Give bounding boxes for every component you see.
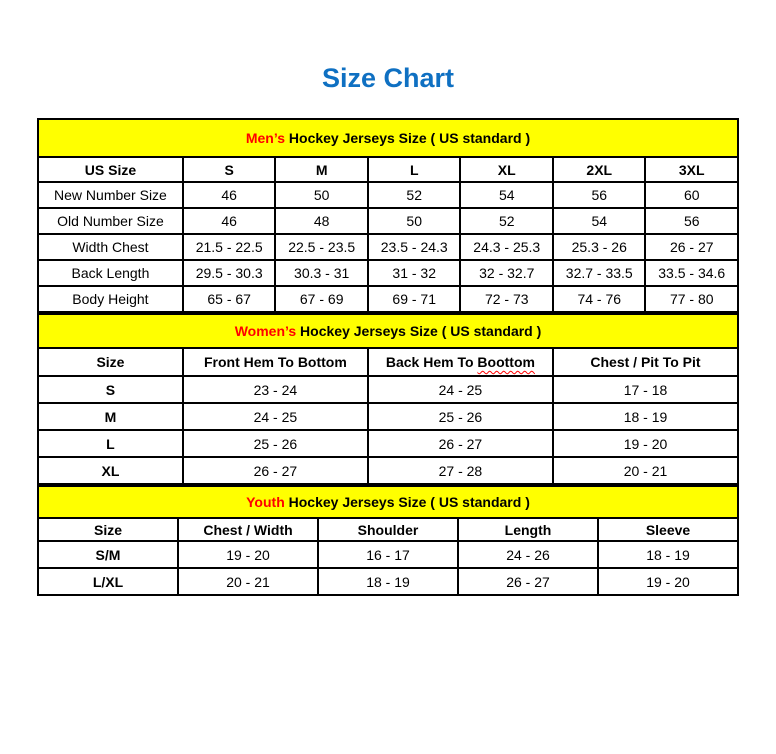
value-cell: 23.5 - 24.3	[368, 234, 461, 260]
banner-highlight-word: Youth	[246, 494, 285, 510]
table-row	[38, 568, 738, 595]
value-cell: 60	[645, 182, 738, 208]
value-cell: 25 - 26	[183, 430, 368, 457]
size-tables	[37, 118, 739, 596]
column-header: Back Hem To Boottom	[368, 348, 553, 376]
column-header: Chest / Pit To Pit	[553, 348, 738, 376]
value-cell: 25.3 - 26	[553, 234, 645, 260]
value-cell: 24 - 25	[368, 376, 553, 403]
row-label: XL	[38, 457, 183, 484]
mens-section-banner	[38, 119, 738, 157]
value-cell: 25 - 26	[368, 403, 553, 430]
value-cell: 29.5 - 30.3	[183, 260, 276, 286]
column-header: Chest / Width	[178, 518, 318, 541]
row-label: S	[38, 376, 183, 403]
value-cell: 52	[460, 208, 553, 234]
column-header: Shoulder	[318, 518, 458, 541]
value-cell: 23 - 24	[183, 376, 368, 403]
value-cell: 65 - 67	[183, 286, 276, 312]
row-label: L	[38, 430, 183, 457]
table-row	[38, 260, 738, 286]
value-cell: 50	[368, 208, 461, 234]
value-cell: 27 - 28	[368, 457, 553, 484]
value-cell: 17 - 18	[553, 376, 738, 403]
youth-banner-row	[38, 486, 738, 518]
value-cell: 20 - 21	[178, 568, 318, 595]
mens-banner-row	[38, 119, 738, 157]
table-row	[38, 208, 738, 234]
row-label: Body Height	[38, 286, 183, 312]
column-header: XL	[460, 157, 553, 182]
value-cell: 46	[183, 182, 276, 208]
banner-rest-text: Hockey Jerseys Size ( US standard )	[284, 494, 530, 510]
value-cell: 77 - 80	[645, 286, 738, 312]
value-cell: 32.7 - 33.5	[553, 260, 645, 286]
column-header: Sleeve	[598, 518, 738, 541]
value-cell: 46	[183, 208, 276, 234]
value-cell: 33.5 - 34.6	[645, 260, 738, 286]
mens-size-table	[37, 118, 739, 313]
value-cell: 19 - 20	[553, 430, 738, 457]
value-cell: 69 - 71	[368, 286, 461, 312]
value-cell: 31 - 32	[368, 260, 461, 286]
value-cell: 56	[645, 208, 738, 234]
value-cell: 48	[275, 208, 368, 234]
value-cell: 24 - 25	[183, 403, 368, 430]
mens-header-row	[38, 157, 738, 182]
column-header: Length	[458, 518, 598, 541]
banner-rest-text: Hockey Jerseys Size ( US standard )	[296, 323, 542, 339]
value-cell: 72 - 73	[460, 286, 553, 312]
row-label: L/XL	[38, 568, 178, 595]
womens-header-row	[38, 348, 738, 376]
youth-size-table	[37, 485, 739, 596]
value-cell: 16 - 17	[318, 541, 458, 568]
column-header: L	[368, 157, 461, 182]
value-cell: 26 - 27	[183, 457, 368, 484]
misspelled-word: Boottom	[477, 354, 535, 370]
column-header: M	[275, 157, 368, 182]
value-cell: 54	[553, 208, 645, 234]
value-cell: 18 - 19	[553, 403, 738, 430]
value-cell: 52	[368, 182, 461, 208]
banner-highlight-word: Men’s	[245, 130, 286, 146]
banner-rest-text: Hockey Jerseys Size ( US standard )	[285, 130, 531, 146]
value-cell: 30.3 - 31	[275, 260, 368, 286]
table-row	[38, 286, 738, 312]
column-header: Size	[38, 348, 183, 376]
womens-size-table	[37, 313, 739, 485]
value-cell: 74 - 76	[553, 286, 645, 312]
column-header: Size	[38, 518, 178, 541]
value-cell: 50	[275, 182, 368, 208]
row-label: Old Number Size	[38, 208, 183, 234]
column-header: 3XL	[645, 157, 738, 182]
table-row	[38, 541, 738, 568]
value-cell: 21.5 - 22.5	[183, 234, 276, 260]
womens-section-banner	[38, 314, 738, 348]
value-cell: 19 - 20	[178, 541, 318, 568]
table-row	[38, 234, 738, 260]
table-row	[38, 430, 738, 457]
womens-banner-row	[38, 314, 738, 348]
table-row	[38, 376, 738, 403]
value-cell: 22.5 - 23.5	[275, 234, 368, 260]
row-label: Back Length	[38, 260, 183, 286]
value-cell: 32 - 32.7	[460, 260, 553, 286]
row-label: Width Chest	[38, 234, 183, 260]
banner-highlight-word: Women’s	[234, 323, 297, 339]
value-cell: 24 - 26	[458, 541, 598, 568]
value-cell: 26 - 27	[458, 568, 598, 595]
row-label: New Number Size	[38, 182, 183, 208]
value-cell: 26 - 27	[645, 234, 738, 260]
table-row	[38, 403, 738, 430]
size-chart-page	[0, 62, 776, 596]
value-cell: 67 - 69	[275, 286, 368, 312]
youth-header-row	[38, 518, 738, 541]
value-cell: 54	[460, 182, 553, 208]
value-cell: 56	[553, 182, 645, 208]
table-row	[38, 182, 738, 208]
value-cell: 26 - 27	[368, 430, 553, 457]
column-header: US Size	[38, 157, 183, 182]
value-cell: 18 - 19	[318, 568, 458, 595]
youth-section-banner	[38, 486, 738, 518]
column-header: Front Hem To Bottom	[183, 348, 368, 376]
column-header: 2XL	[553, 157, 645, 182]
row-label: M	[38, 403, 183, 430]
value-cell: 20 - 21	[553, 457, 738, 484]
value-cell: 24.3 - 25.3	[460, 234, 553, 260]
page-title: Size Chart	[321, 63, 455, 93]
row-label: S/M	[38, 541, 178, 568]
value-cell: 19 - 20	[598, 568, 738, 595]
value-cell: 18 - 19	[598, 541, 738, 568]
column-header: S	[183, 157, 276, 182]
table-row	[38, 457, 738, 484]
